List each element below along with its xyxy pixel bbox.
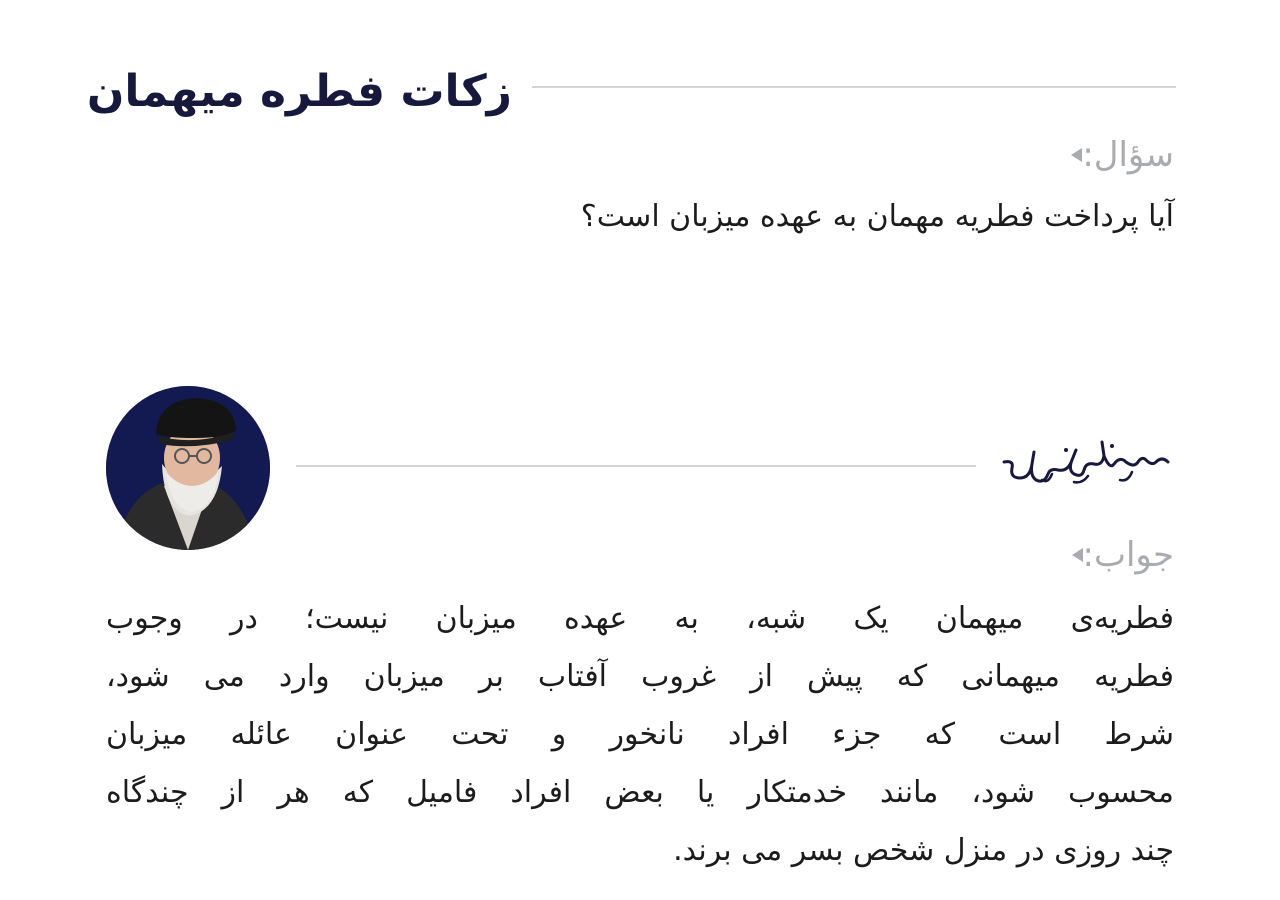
title-divider <box>532 86 1176 88</box>
avatar <box>106 386 270 550</box>
answer-line-3: شرط است که جزء افراد نانخور و تحت عنوان عائله میزبان <box>106 717 1174 752</box>
signature-divider <box>296 465 976 467</box>
answer-line-4: محسوب شود، مانند خدمتکار یا بعض افراد فامیل که هر از چندگاه <box>106 775 1174 810</box>
portrait-illustration <box>106 386 270 550</box>
answer-line-1: فطریه‌ی میهمان یک شبه، به عهده میزبان نیست؛ در وجوب <box>106 601 1174 636</box>
answer-line-5: چند روزی در منزل شخص بسر می برند. <box>673 833 1174 868</box>
question-label-row <box>1063 128 1174 182</box>
signature-drawing <box>992 428 1172 494</box>
answer-line-2: فطریه میهمانی که پیش از غروب آفتاب بر میزبان وارد می شود، <box>106 659 1174 694</box>
question-text: آیا پرداخت فطریه مهمان به عهده میزبان است؟ <box>580 199 1174 234</box>
triangle-left-icon <box>1072 548 1083 562</box>
triangle-left-icon <box>1071 148 1082 162</box>
answer-label-row <box>1064 528 1175 582</box>
page-title: زکات فطره میهمان <box>86 66 512 117</box>
calligraphy-signature <box>992 428 1172 498</box>
question-label: سؤال: <box>1082 135 1174 175</box>
answer-label: جواب: <box>1082 535 1174 575</box>
